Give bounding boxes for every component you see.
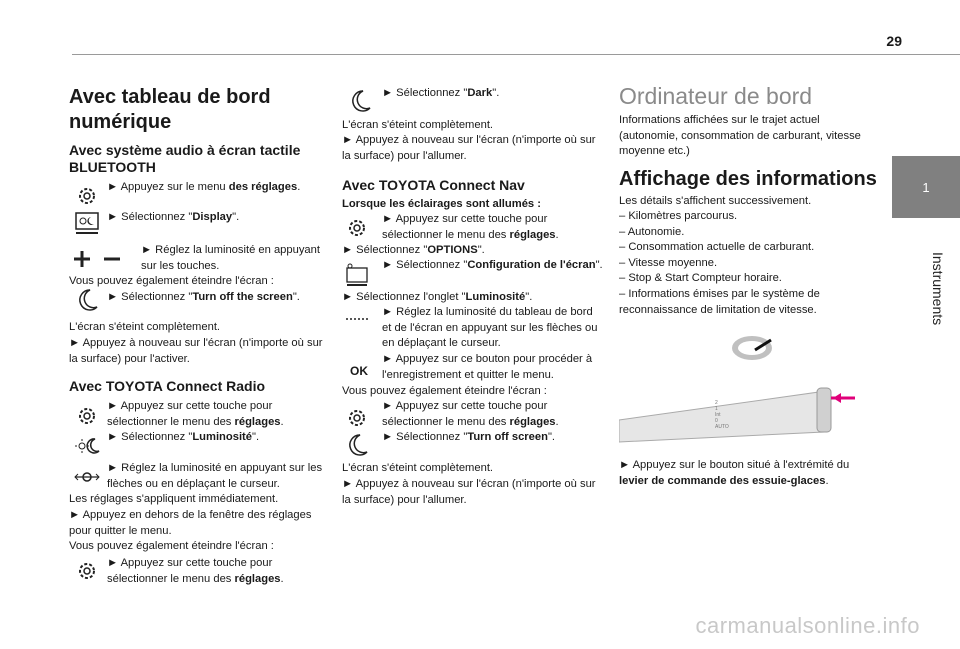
slider-icon bbox=[74, 464, 100, 490]
section-title: Avec tableau de bord numérique bbox=[69, 86, 271, 133]
gear-icon bbox=[74, 183, 100, 209]
step-radio-1: ► Appuyez sur cette touche pour sélectionner le menu des réglages. bbox=[107, 400, 284, 428]
page-number: 29 bbox=[886, 33, 902, 49]
nav-condition: Lorsque les éclairages sont allumés : bbox=[342, 198, 541, 210]
step-nav-8: ► Appuyez sur cette touche pour sélectionner le menu des réglages. bbox=[382, 400, 559, 428]
heading-nav: Avec TOYOTA Connect Nav bbox=[342, 177, 525, 193]
step-nav-1: ► Appuyez sur cette touche pour sélectionner le menu des réglages. bbox=[382, 213, 559, 241]
list-item: – Vitesse moyenne. bbox=[619, 256, 718, 269]
trip-computer-title: Ordinateur de bord bbox=[619, 83, 813, 109]
header-rule bbox=[72, 54, 960, 55]
step-bt-4: Vous pouvez également éteindre l'écran : bbox=[69, 275, 274, 287]
gear-icon bbox=[74, 558, 100, 584]
list-item: – Stop & Start Compteur horaire. bbox=[619, 272, 782, 285]
step-nav-10: L'écran s'éteint complètement. bbox=[342, 462, 494, 474]
ok-button-icon: OK bbox=[350, 364, 368, 378]
list-item: – Informations émises par le système de reconnaissance de limitation de vitesse. bbox=[619, 287, 820, 316]
moon-icon bbox=[344, 432, 370, 458]
stalk-labels: 2 1 Int 0 AUTO bbox=[715, 400, 729, 430]
trip-computer-intro: Informations affichées sur le trajet actuel (autonomie, consommation de carburant, vitesse moyenne etc.) bbox=[619, 114, 861, 158]
gear-icon bbox=[344, 215, 370, 241]
chapter-tab[interactable] bbox=[892, 156, 960, 218]
step-nav-9: ► Sélectionnez "Turn off screen". bbox=[382, 431, 556, 443]
gear-icon bbox=[344, 405, 370, 431]
step-dark-3: ► Appuyez à nouveau sur l'écran (n'importe où sur la surface) pour l'allumer. bbox=[342, 134, 596, 162]
step-nav-6: ► Appuyez sur ce bouton pour procéder à l'enregistrement et quitter le menu. bbox=[382, 353, 593, 381]
display-info-title: Affichage des informations bbox=[619, 168, 877, 190]
heading-radio: Avec TOYOTA Connect Radio bbox=[69, 378, 266, 394]
step-radio-5: ► Appuyez en dehors de la fenêtre des réglages pour quitter le menu. bbox=[69, 509, 312, 537]
step-nav-7: Vous pouvez également éteindre l'écran : bbox=[342, 385, 547, 397]
step-nav-5: ► Réglez la luminosité du tableau de bord et de l'écran en appuyant sur les flèches ou en déplaçant le curseur. bbox=[382, 306, 598, 350]
heading-bluetooth: Avec système audio à écran tactile BLUETOOTH bbox=[69, 142, 301, 175]
step-bt-2: ► Sélectionnez "Display". bbox=[107, 211, 240, 223]
step-dark-2: L'écran s'éteint complètement. bbox=[342, 119, 494, 131]
step-nav-11: ► Appuyez à nouveau sur l'écran (n'importe où sur la surface) pour l'allumer. bbox=[342, 478, 596, 506]
display-settings-icon bbox=[74, 210, 100, 236]
step-bt-5: ► Sélectionnez "Turn off the screen". bbox=[107, 291, 300, 303]
list-item: – Consommation actuelle de carburant. bbox=[619, 241, 815, 254]
step-nav-4: ► Sélectionnez l'onglet "Luminosité". bbox=[342, 291, 533, 303]
wiper-stalk-illustration bbox=[619, 380, 859, 450]
info-list bbox=[619, 209, 881, 318]
step-bt-6: L'écran s'éteint complètement. bbox=[69, 321, 221, 333]
gear-icon bbox=[74, 403, 100, 429]
step-bt-7: ► Appuyez à nouveau sur l'écran (n'importe où sur la surface) pour l'activer. bbox=[69, 337, 323, 365]
brightness-moon-icon bbox=[74, 433, 100, 459]
chapter-label: Instruments bbox=[930, 252, 946, 326]
step-nav-3: ► Sélectionnez "Configuration de l'écran". bbox=[382, 259, 603, 271]
step-radio-4: Les réglages s'appliquent immédiatement. bbox=[69, 493, 279, 505]
moon-icon bbox=[347, 88, 373, 114]
final-step: ► Appuyez sur le bouton situé à l'extrémité du levier de commande des essuie-glaces. bbox=[619, 459, 850, 487]
minus-icon bbox=[99, 246, 125, 272]
step-nav-2: ► Sélectionnez "OPTIONS". bbox=[342, 244, 485, 256]
moon-icon bbox=[74, 287, 100, 313]
step-radio-2: ► Sélectionnez "Luminosité". bbox=[107, 431, 260, 443]
watermark: carmanualsonline.info bbox=[695, 613, 920, 638]
list-item: – Kilomètres parcourus. bbox=[619, 210, 738, 222]
step-dark: ► Sélectionnez "Dark". bbox=[382, 87, 500, 99]
step-radio-3: ► Réglez la luminosité en appuyant sur les flèches ou en déplaçant le curseur. bbox=[107, 462, 323, 490]
step-radio-7: ► Appuyez sur cette touche pour sélectionner le menu des réglages. bbox=[107, 557, 284, 585]
step-bt-1: ► Appuyez sur le menu des réglages. bbox=[107, 181, 301, 193]
dots-slider-icon bbox=[344, 306, 370, 332]
step-bt-3: ► Réglez la luminosité en appuyant sur les touches. bbox=[141, 244, 320, 272]
plus-icon bbox=[69, 246, 95, 272]
list-intro: Les détails s'affichent successivement. bbox=[619, 195, 812, 207]
list-item: – Autonomie. bbox=[619, 225, 685, 238]
chapter-number: 1 bbox=[922, 179, 930, 195]
display-settings-icon bbox=[344, 262, 370, 288]
step-radio-6: Vous pouvez également éteindre l'écran : bbox=[69, 540, 274, 552]
steering-wheel-icon bbox=[727, 332, 777, 362]
